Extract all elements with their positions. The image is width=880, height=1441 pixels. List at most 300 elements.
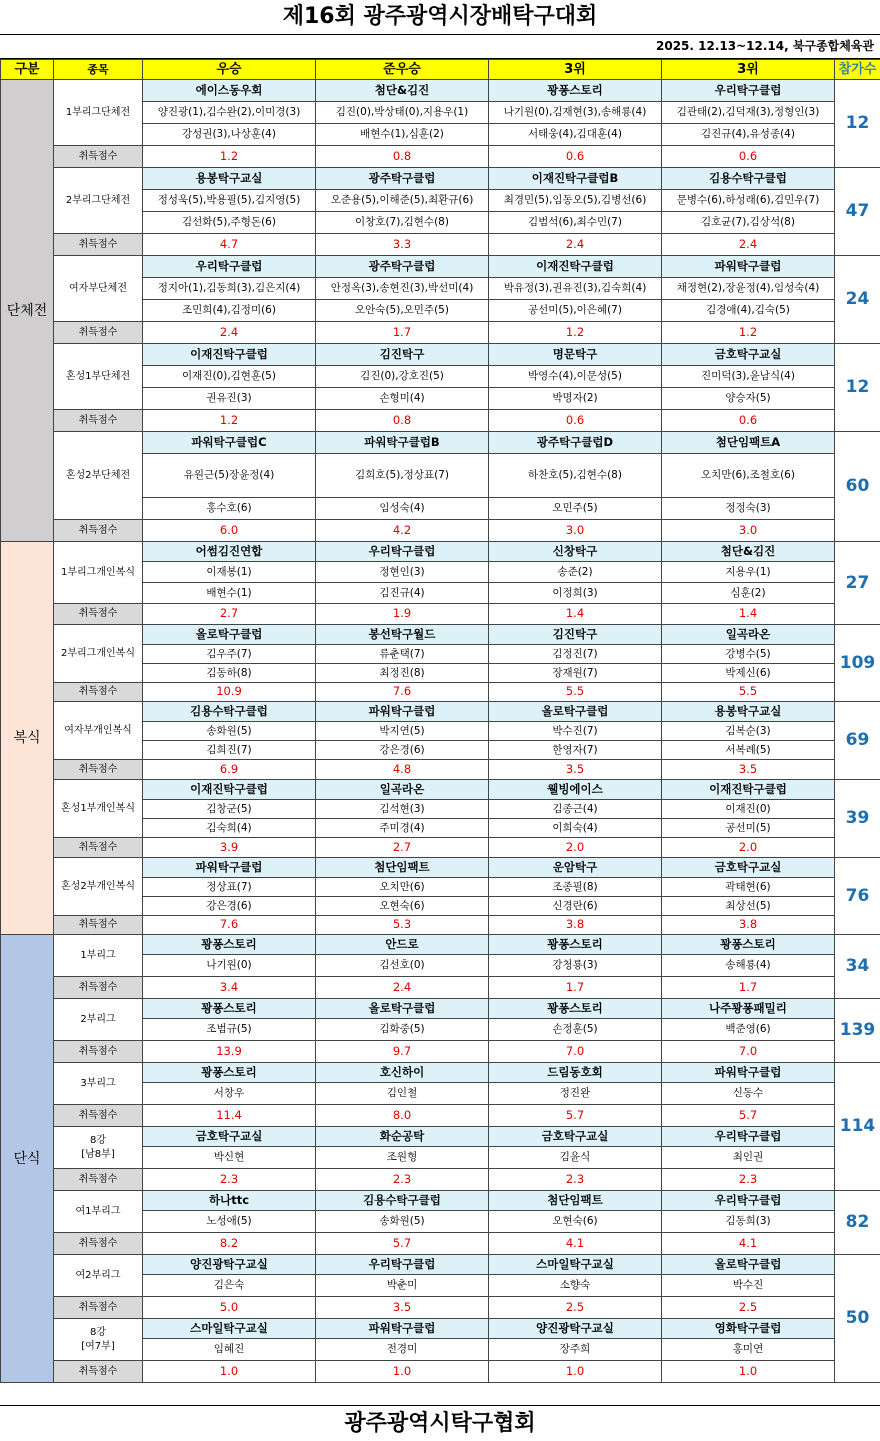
score-label: 취득점수 xyxy=(54,916,143,935)
score-value: 5.5 xyxy=(662,683,835,702)
score-value: 7.6 xyxy=(143,916,316,935)
participant-count: 39 xyxy=(835,780,880,858)
player-list: 나기원(0) xyxy=(143,955,316,977)
event-name-line: [남8부] xyxy=(81,1149,115,1160)
event-score-row xyxy=(1,322,880,344)
player-list: 김희호(5),정상표(7) xyxy=(316,454,489,498)
player-list: 김석현(3) xyxy=(316,800,489,819)
team-name: 김진탁구 xyxy=(316,344,489,366)
score-value: 3.3 xyxy=(316,234,489,256)
event-score-row xyxy=(1,1169,880,1191)
event-name-line: 1부리그개인복식 xyxy=(61,567,135,578)
event-name xyxy=(54,542,143,604)
team-name: 영화탁구클럽 xyxy=(662,1319,835,1339)
score-value: 0.6 xyxy=(662,410,835,432)
player-list: 정현인(3) xyxy=(316,562,489,583)
player-list: 이희숙(4) xyxy=(489,819,662,838)
score-value: 2.7 xyxy=(316,838,489,858)
player-list: 정지아(1),김동희(3),김은지(4) xyxy=(143,278,316,300)
event-name xyxy=(54,432,143,520)
participant-count: 114 xyxy=(835,1063,880,1191)
event-name-line: 2부리그개인복식 xyxy=(61,648,135,659)
player-list: 송화원(5) xyxy=(143,722,316,741)
player-list: 김동희(3) xyxy=(662,1211,835,1233)
score-value: 2.4 xyxy=(662,234,835,256)
event-name-line: 1부리그 xyxy=(80,950,115,961)
page-title: 제16회 광주광역시장배탁구대회 xyxy=(0,0,880,35)
player-list: 김창군(5) xyxy=(143,800,316,819)
team-name: 파워탁구클럽 xyxy=(662,1063,835,1083)
player-list: 박제신(6) xyxy=(662,664,835,683)
event-team-row xyxy=(1,1063,880,1083)
event-name-line: 여자부개인복식 xyxy=(64,725,132,736)
participant-count: 50 xyxy=(835,1255,880,1383)
results-table xyxy=(0,59,880,1383)
player-list: 노성애(5) xyxy=(143,1211,316,1233)
team-name: 올로탁구클럽 xyxy=(143,625,316,645)
group-label: 복식 xyxy=(1,542,54,935)
score-value: 6.9 xyxy=(143,760,316,780)
team-name: 신창탁구 xyxy=(489,542,662,562)
event-name-line: 2부리그 xyxy=(80,1014,115,1025)
score-value: 1.7 xyxy=(489,977,662,999)
score-value: 2.3 xyxy=(489,1169,662,1191)
score-label: 취득점수 xyxy=(54,683,143,702)
team-name: 안드로 xyxy=(316,935,489,955)
player-list: 공선미(5),이은혜(7) xyxy=(489,300,662,322)
participant-count: 34 xyxy=(835,935,880,999)
team-name: 첨단임팩트A xyxy=(662,432,835,454)
team-name: 우리탁구클럽 xyxy=(662,80,835,102)
player-list: 서태웅(4),김대훈(4) xyxy=(489,124,662,146)
score-value: 2.4 xyxy=(489,234,662,256)
player-list: 백준영(6) xyxy=(662,1019,835,1041)
header-row xyxy=(1,60,880,80)
score-value: 3.5 xyxy=(316,1297,489,1319)
event-name xyxy=(54,780,143,838)
event-name-line: 1부리그단체전 xyxy=(66,107,130,118)
player-list: 정성욱(5),박용필(5),김지영(5) xyxy=(143,190,316,212)
player-list: 김윤식 xyxy=(489,1147,662,1169)
player-list: 류춘택(7) xyxy=(316,645,489,664)
organizer-footer: 광주광역시탁구협회 xyxy=(0,1405,880,1441)
player-list: 권유진(3) xyxy=(143,388,316,410)
team-name: 용봉탁구교실 xyxy=(143,168,316,190)
player-list: 강은경(6) xyxy=(143,897,316,916)
header-third-2: 3위 xyxy=(662,60,835,80)
participant-count: 82 xyxy=(835,1191,880,1255)
player-list: 최인권 xyxy=(662,1147,835,1169)
participant-count: 12 xyxy=(835,80,880,168)
team-name: 스마일탁구교실 xyxy=(143,1319,316,1339)
team-name: 금호탁구교실 xyxy=(143,1127,316,1147)
player-list: 박수진(7) xyxy=(489,722,662,741)
score-value: 5.7 xyxy=(489,1105,662,1127)
event-team-row xyxy=(1,1255,880,1275)
team-name: 꽝퐁스토리 xyxy=(489,999,662,1019)
score-value: 2.5 xyxy=(662,1297,835,1319)
header-first: 우승 xyxy=(143,60,316,80)
player-list: 양승자(5) xyxy=(662,388,835,410)
event-score-row xyxy=(1,760,880,780)
player-list: 김인철 xyxy=(316,1083,489,1105)
player-list: 유원근(5)장윤정(4) xyxy=(143,454,316,498)
player-list: 오치만(6),조철호(6) xyxy=(662,454,835,498)
team-name: 꽝퐁스토리 xyxy=(143,935,316,955)
score-value: 0.6 xyxy=(489,410,662,432)
player-list: 김우주(7) xyxy=(143,645,316,664)
score-value: 5.0 xyxy=(143,1297,316,1319)
score-value: 2.5 xyxy=(489,1297,662,1319)
participant-count: 12 xyxy=(835,344,880,432)
player-list: 박지연(5) xyxy=(316,722,489,741)
score-value: 2.4 xyxy=(316,977,489,999)
player-list: 손정훈(5) xyxy=(489,1019,662,1041)
team-name: 우리탁구클럽 xyxy=(316,1255,489,1275)
player-list: 배현수(1),심훈(2) xyxy=(316,124,489,146)
team-name: 올로탁구클럽 xyxy=(662,1255,835,1275)
event-team-row xyxy=(1,1319,880,1339)
player-list: 정상표(7) xyxy=(143,878,316,897)
team-name: 광주탁구클럽 xyxy=(316,256,489,278)
score-value: 1.9 xyxy=(316,604,489,625)
event-team-row xyxy=(1,80,880,102)
player-list: 배현수(1) xyxy=(143,583,316,604)
player-list: 강성권(3),나상훈(4) xyxy=(143,124,316,146)
team-name: 드림동호회 xyxy=(489,1063,662,1083)
event-name xyxy=(54,1063,143,1105)
score-value: 4.8 xyxy=(316,760,489,780)
team-name: 파워탁구클럽 xyxy=(662,256,835,278)
event-team-row xyxy=(1,344,880,366)
event-name-line: 혼성1부개인복식 xyxy=(61,803,135,814)
player-list: 박춘미 xyxy=(316,1275,489,1297)
player-list: 나기원(0),김재현(3),송해룡(4) xyxy=(489,102,662,124)
player-list: 송해룡(4) xyxy=(662,955,835,977)
score-value: 1.7 xyxy=(316,322,489,344)
team-name: 김용수탁구클럽 xyxy=(316,1191,489,1211)
event-name-line: 혼성1부단체전 xyxy=(66,371,130,382)
score-value: 3.4 xyxy=(143,977,316,999)
player-list: 조민희(4),김정미(6) xyxy=(143,300,316,322)
event-team-row xyxy=(1,999,880,1019)
score-value: 5.5 xyxy=(489,683,662,702)
player-list: 이재진(0) xyxy=(662,800,835,819)
score-value: 1.2 xyxy=(489,322,662,344)
player-list: 정진완 xyxy=(489,1083,662,1105)
team-name: 양진광탁구교실 xyxy=(143,1255,316,1275)
player-list: 조원형 xyxy=(316,1147,489,1169)
event-score-row xyxy=(1,520,880,542)
team-name: 용봉탁구교실 xyxy=(662,702,835,722)
event-name-line: [여7부] xyxy=(81,1341,115,1352)
team-name: 올로탁구클럽 xyxy=(316,999,489,1019)
participant-count: 69 xyxy=(835,702,880,780)
group-label: 단체전 xyxy=(1,80,54,542)
event-score-row xyxy=(1,234,880,256)
event-name-line: 8강 xyxy=(90,1327,106,1338)
player-list: 박명자(2) xyxy=(489,388,662,410)
player-list: 이재봉(1) xyxy=(143,562,316,583)
score-value: 7.0 xyxy=(489,1041,662,1063)
score-value: 2.3 xyxy=(316,1169,489,1191)
score-value: 3.8 xyxy=(662,916,835,935)
header-group: 구분 xyxy=(1,60,54,80)
player-list: 신동수 xyxy=(662,1083,835,1105)
team-name: 첨단&김진 xyxy=(662,542,835,562)
score-value: 10.9 xyxy=(143,683,316,702)
score-value: 1.0 xyxy=(316,1361,489,1383)
player-list: 김동하(8) xyxy=(143,664,316,683)
team-name: 첨단임팩트 xyxy=(489,1191,662,1211)
score-value: 5.3 xyxy=(316,916,489,935)
event-team-row xyxy=(1,780,880,800)
player-list: 김희진(7) xyxy=(143,741,316,760)
event-team-row xyxy=(1,625,880,645)
team-name: 파워탁구클럽 xyxy=(316,702,489,722)
team-name: 꽝퐁스토리 xyxy=(143,1063,316,1083)
team-name: 하나ttc xyxy=(143,1191,316,1211)
event-score-row xyxy=(1,410,880,432)
player-list: 심훈(2) xyxy=(662,583,835,604)
player-list: 서창우 xyxy=(143,1083,316,1105)
player-list: 최경민(5),임동오(5),김병선(6) xyxy=(489,190,662,212)
score-value: 1.2 xyxy=(143,410,316,432)
player-list: 오안숙(5),오민주(5) xyxy=(316,300,489,322)
player-list: 김진(0),박상태(0),지용우(1) xyxy=(316,102,489,124)
player-list: 공선미(5) xyxy=(662,819,835,838)
score-value: 3.0 xyxy=(489,520,662,542)
event-team-row xyxy=(1,432,880,454)
team-name: 첨단임팩트 xyxy=(316,858,489,878)
player-list: 조범규(5) xyxy=(143,1019,316,1041)
event-team-row xyxy=(1,256,880,278)
score-label: 취득점수 xyxy=(54,322,143,344)
player-list: 김정진(7) xyxy=(489,645,662,664)
player-list: 전경미 xyxy=(316,1339,489,1361)
player-list: 김복순(3) xyxy=(662,722,835,741)
event-score-row xyxy=(1,146,880,168)
player-list: 박수진 xyxy=(662,1275,835,1297)
event-name-line: 여1부리그 xyxy=(75,1206,120,1217)
score-value: 6.0 xyxy=(143,520,316,542)
team-name: 일곡라온 xyxy=(316,780,489,800)
header-participants: 참가수 xyxy=(835,60,880,80)
team-name: 우리탁구클럽 xyxy=(662,1191,835,1211)
event-name xyxy=(54,168,143,234)
team-name: 화순공탁 xyxy=(316,1127,489,1147)
score-value: 1.4 xyxy=(662,604,835,625)
player-list: 오치만(6) xyxy=(316,878,489,897)
player-list: 강은경(6) xyxy=(316,741,489,760)
score-value: 2.7 xyxy=(143,604,316,625)
score-value: 4.1 xyxy=(489,1233,662,1255)
participant-count: 109 xyxy=(835,625,880,702)
event-team-row xyxy=(1,168,880,190)
player-list: 홍미연 xyxy=(662,1339,835,1361)
event-name xyxy=(54,1255,143,1297)
event-score-row xyxy=(1,1105,880,1127)
team-name: 웰빙에이스 xyxy=(489,780,662,800)
score-value: 4.1 xyxy=(662,1233,835,1255)
player-list: 김범석(6),최수민(7) xyxy=(489,212,662,234)
header-second: 준우승 xyxy=(316,60,489,80)
score-value: 0.8 xyxy=(316,146,489,168)
team-name: 꽝퐁스토리 xyxy=(662,935,835,955)
player-list: 최정진(8) xyxy=(316,664,489,683)
player-list: 박영수(4),이문성(5) xyxy=(489,366,662,388)
team-name: 일곡라온 xyxy=(662,625,835,645)
event-name-line: 혼성2부개인복식 xyxy=(61,881,135,892)
player-list: 김선호(0) xyxy=(316,955,489,977)
team-name: 스마일탁구교실 xyxy=(489,1255,662,1275)
header-third-1: 3위 xyxy=(489,60,662,80)
participant-count: 27 xyxy=(835,542,880,625)
player-list: 송준(2) xyxy=(489,562,662,583)
event-team-row xyxy=(1,1191,880,1211)
participant-count: 139 xyxy=(835,999,880,1063)
event-score-row xyxy=(1,1361,880,1383)
event-team-row xyxy=(1,935,880,955)
score-value: 2.3 xyxy=(662,1169,835,1191)
event-score-row xyxy=(1,1041,880,1063)
player-list: 강청룡(3) xyxy=(489,955,662,977)
participant-count: 60 xyxy=(835,432,880,542)
player-list: 진미덕(3),윤남식(4) xyxy=(662,366,835,388)
team-name: 금호탁구교실 xyxy=(489,1127,662,1147)
player-list: 정정숙(3) xyxy=(662,498,835,520)
team-name: 김용수탁구클럽 xyxy=(143,702,316,722)
score-value: 3.0 xyxy=(662,520,835,542)
team-name: 광주탁구클럽 xyxy=(316,168,489,190)
player-list: 박신현 xyxy=(143,1147,316,1169)
event-name xyxy=(54,344,143,410)
team-name: 이재진탁구클럽 xyxy=(143,344,316,366)
group-label: 단식 xyxy=(1,935,54,1383)
player-list: 채정현(2),장윤정(4),임성숙(4) xyxy=(662,278,835,300)
player-list: 주미경(4) xyxy=(316,819,489,838)
player-list: 최상선(5) xyxy=(662,897,835,916)
team-name: 우리탁구클럽 xyxy=(316,542,489,562)
team-name: 우리탁구클럽 xyxy=(143,256,316,278)
player-list: 안정옥(3),송현진(3),박선미(4) xyxy=(316,278,489,300)
team-name: 첨단&김진 xyxy=(316,80,489,102)
team-name: 파워탁구클럽 xyxy=(143,858,316,878)
score-label: 취득점수 xyxy=(54,977,143,999)
team-name: 김진탁구 xyxy=(489,625,662,645)
player-list: 김진규(4) xyxy=(316,583,489,604)
player-list: 이정희(3) xyxy=(489,583,662,604)
score-label: 취득점수 xyxy=(54,146,143,168)
team-name: 명문탁구 xyxy=(489,344,662,366)
team-name: 금호탁구교실 xyxy=(662,858,835,878)
score-value: 3.5 xyxy=(662,760,835,780)
score-value: 2.0 xyxy=(489,838,662,858)
event-score-row xyxy=(1,838,880,858)
event-name-line: 혼성2부단체전 xyxy=(66,470,130,481)
score-value: 8.2 xyxy=(143,1233,316,1255)
score-value: 11.4 xyxy=(143,1105,316,1127)
player-list: 김경애(4),김숙(5) xyxy=(662,300,835,322)
team-name: 이재진탁구클럽 xyxy=(662,780,835,800)
event-date-venue: 2025. 12.13~12.14, 북구종합체육관 xyxy=(0,35,880,59)
team-name: 이재진탁구클럽B xyxy=(489,168,662,190)
event-team-row xyxy=(1,858,880,878)
score-label: 취득점수 xyxy=(54,1297,143,1319)
score-label: 취득점수 xyxy=(54,1169,143,1191)
event-name-line: 3부리그 xyxy=(80,1078,115,1089)
team-name: 이재진탁구클럽 xyxy=(143,780,316,800)
score-value: 9.7 xyxy=(316,1041,489,1063)
event-name xyxy=(54,1127,143,1169)
team-name: 파워탁구클럽 xyxy=(316,1319,489,1339)
team-name: 봉선탁구월드 xyxy=(316,625,489,645)
player-list: 오현숙(6) xyxy=(489,1211,662,1233)
event-name xyxy=(54,1319,143,1361)
player-list: 문병수(6),하성래(6),김민우(7) xyxy=(662,190,835,212)
score-value: 2.0 xyxy=(662,838,835,858)
score-label: 취득점수 xyxy=(54,410,143,432)
score-value: 5.7 xyxy=(316,1233,489,1255)
event-name-line: 여2부리그 xyxy=(75,1270,120,1281)
score-value: 1.2 xyxy=(143,146,316,168)
player-list: 박유정(3),권유진(3),김숙희(4) xyxy=(489,278,662,300)
score-label: 취득점수 xyxy=(54,234,143,256)
participant-count: 47 xyxy=(835,168,880,256)
player-list: 홍수호(6) xyxy=(143,498,316,520)
score-value: 1.0 xyxy=(662,1361,835,1383)
player-list: 이창호(7),김현수(8) xyxy=(316,212,489,234)
player-list: 하찬호(5),김현수(8) xyxy=(489,454,662,498)
player-list: 김선화(5),주형돈(6) xyxy=(143,212,316,234)
team-name: 꽝퐁스토리 xyxy=(489,80,662,102)
score-value: 2.4 xyxy=(143,322,316,344)
event-name xyxy=(54,1191,143,1233)
event-score-row xyxy=(1,977,880,999)
event-name xyxy=(54,80,143,146)
player-list: 오준용(5),이해준(5),최환규(6) xyxy=(316,190,489,212)
team-name: 이재진탁구클럽 xyxy=(489,256,662,278)
event-score-row xyxy=(1,604,880,625)
team-name: 꽝퐁스토리 xyxy=(143,999,316,1019)
event-name xyxy=(54,858,143,916)
player-list: 오민주(5) xyxy=(489,498,662,520)
player-list: 한영자(7) xyxy=(489,741,662,760)
event-name xyxy=(54,625,143,683)
team-name: 나주꽝퐁패밀리 xyxy=(662,999,835,1019)
score-value: 4.7 xyxy=(143,234,316,256)
player-list: 이재진(0),김현훈(5) xyxy=(143,366,316,388)
score-value: 5.7 xyxy=(662,1105,835,1127)
score-value: 7.0 xyxy=(662,1041,835,1063)
team-name: 파워탁구클럽B xyxy=(316,432,489,454)
team-name: 호신하이 xyxy=(316,1063,489,1083)
team-name: 파워탁구클럽C xyxy=(143,432,316,454)
event-score-row xyxy=(1,1297,880,1319)
header-event: 종목 xyxy=(54,60,143,80)
event-team-row xyxy=(1,542,880,562)
team-name: 올로탁구클럽 xyxy=(489,702,662,722)
team-name: 우리탁구클럽 xyxy=(662,1127,835,1147)
score-label: 취득점수 xyxy=(54,838,143,858)
event-name-line: 8강 xyxy=(90,1135,106,1146)
player-list: 김은숙 xyxy=(143,1275,316,1297)
event-team-row xyxy=(1,1127,880,1147)
event-name xyxy=(54,935,143,977)
team-name: 김용수탁구클럽 xyxy=(662,168,835,190)
score-value: 0.6 xyxy=(662,146,835,168)
player-list: 장재원(7) xyxy=(489,664,662,683)
